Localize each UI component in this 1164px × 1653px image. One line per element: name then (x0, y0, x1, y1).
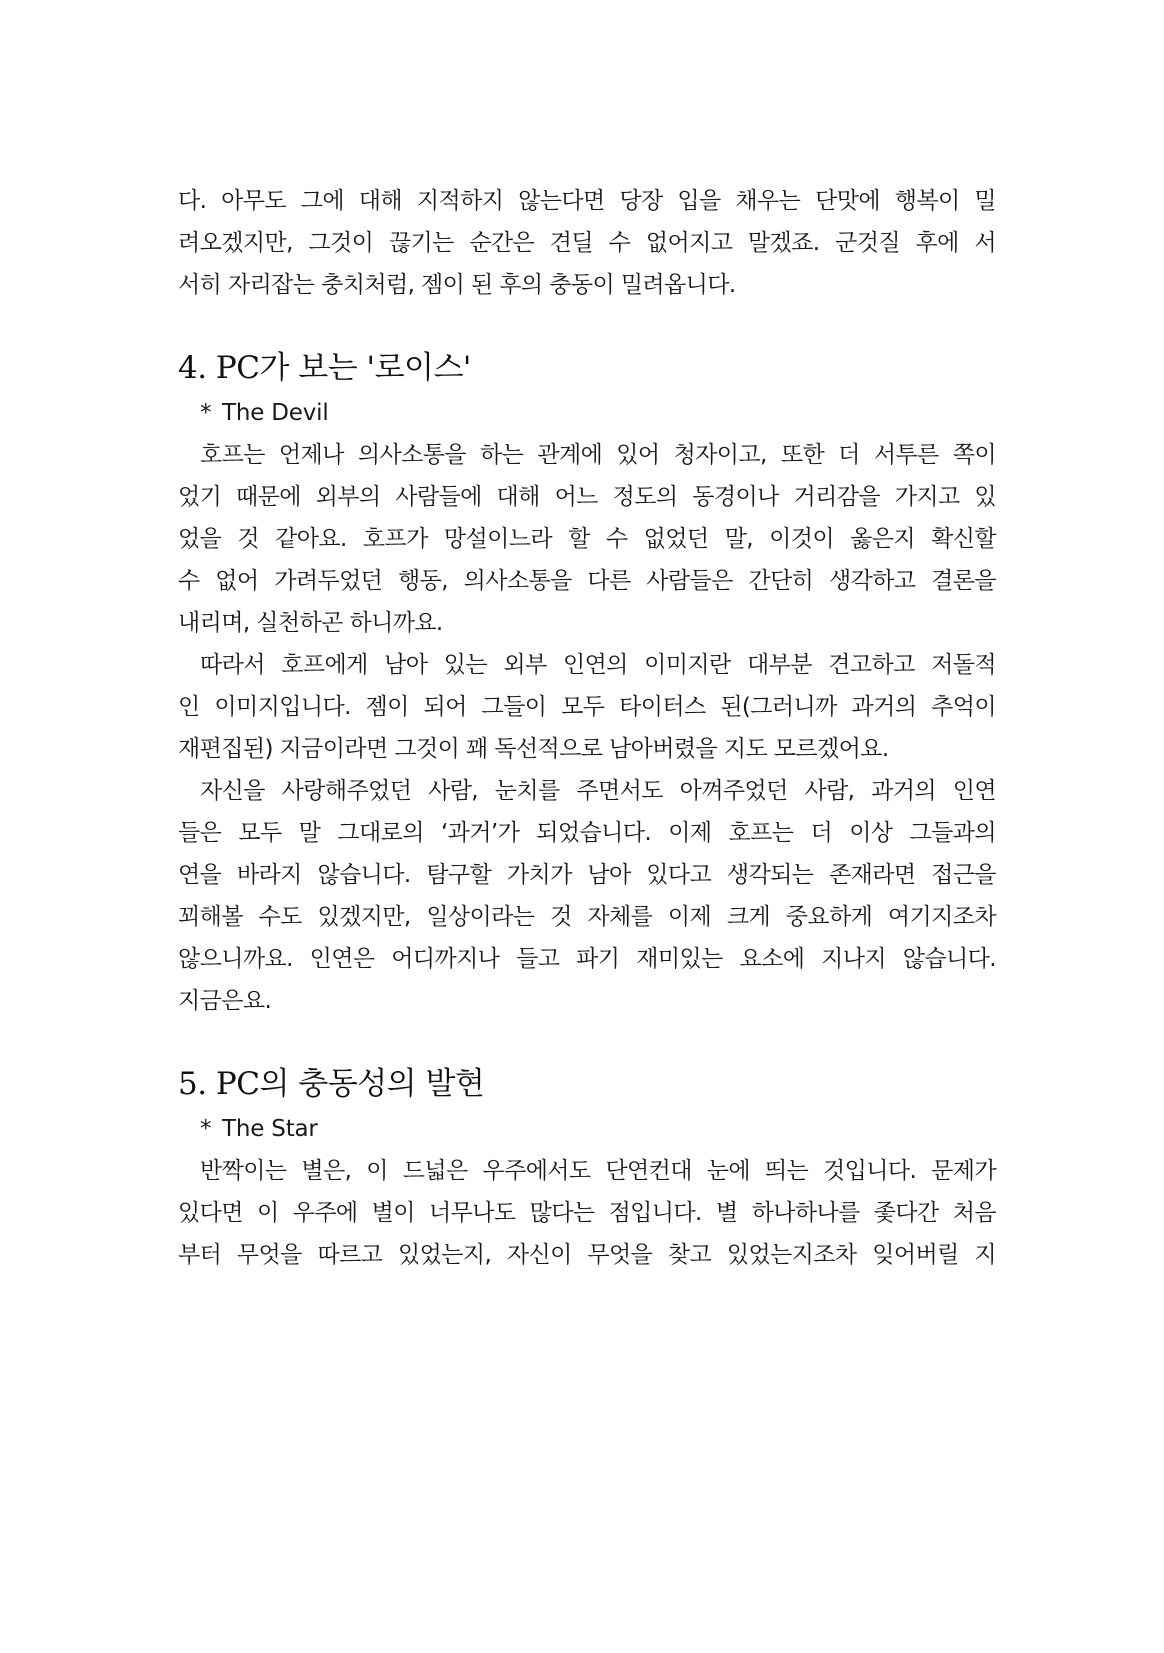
section-heading: 5. PC의 충동성의 발현 (178, 1066, 485, 1102)
paragraph (178, 644, 996, 770)
intro-paragraph (178, 180, 996, 306)
text-line: 자신을 사랑해주었던 사람, 눈치를 주면서도 아껴주었던 사람, 과거의 인연 (200, 778, 996, 804)
bullet-asterisk: * (200, 1116, 212, 1142)
tarot-card-label (178, 1108, 996, 1150)
text-line: 수 없어 가려두었던 행동, 의사소통을 다른 사람들은 간단히 생각하고 결론을 (178, 568, 996, 594)
text-line: 따라서 호프에게 남아 있는 외부 인연의 이미지란 대부분 견고하고 저돌적 (200, 652, 996, 678)
paragraph (178, 1150, 996, 1276)
card-name: The Devil (222, 400, 329, 426)
text-line: 서히 자리잡는 충치처럼, 젬이 된 후의 충동이 밀려옵니다. (178, 272, 736, 298)
text-line: 않으니까요. 인연은 어디까지나 들고 파기 재미있는 요소에 지나지 않습니다. (178, 946, 996, 972)
text-line: 내리며, 실천하곤 하니까요. (178, 610, 443, 636)
text-line: 들은 모두 말 그대로의 ‘과거’가 되었습니다. 이제 호프는 더 이상 그들과의 (178, 820, 996, 846)
section-4 (178, 344, 996, 1022)
section-heading: 4. PC가 보는 '로이스' (178, 350, 471, 386)
text-line: 인 이미지입니다. 젬이 되어 그들이 모두 타이터스 된(그러니까 과거의 추억이 (178, 694, 996, 720)
paragraph (178, 434, 996, 644)
text-line: 연을 바라지 않습니다. 탐구할 가치가 남아 있다고 생각되는 존재라면 접근을 (178, 862, 996, 888)
document-page (178, 180, 996, 1276)
tarot-card-label (178, 392, 996, 434)
paragraph (178, 770, 996, 1022)
text-line: 호프는 언제나 의사소통을 하는 관계에 있어 청자이고, 또한 더 서투른 쪽이 (200, 442, 996, 468)
text-line: 있다면 이 우주에 별이 너무나도 많다는 점입니다. 별 하나하나를 좇다간 처음 (178, 1200, 996, 1226)
text-line: 반짝이는 별은, 이 드넓은 우주에서도 단연컨대 눈에 띄는 것입니다. 문제가 (200, 1158, 996, 1184)
text-line: 지금은요. (178, 988, 272, 1014)
text-line: 재편집된) 지금이라면 그것이 꽤 독선적으로 남아버렸을 지도 모르겠어요. (178, 736, 889, 762)
card-name: The Star (222, 1116, 318, 1142)
text-line: 다. 아무도 그에 대해 지적하지 않는다면 당장 입을 채우는 단맛에 행복이 밀 (178, 188, 996, 214)
text-line: 꾀해볼 수도 있겠지만, 일상이라는 것 자체를 이제 크게 중요하게 여기지조차 (178, 904, 996, 930)
bullet-asterisk: * (200, 400, 212, 426)
text-line: 려오겠지만, 그것이 끊기는 순간은 견딜 수 없어지고 말겠죠. 군것질 후에 서 (178, 230, 996, 256)
text-line: 부터 무엇을 따르고 있었는지, 자신이 무엇을 찾고 있었는지조차 잊어버릴 지 (178, 1242, 996, 1268)
text-line: 었기 때문에 외부의 사람들에 대해 어느 정도의 동경이나 거리감을 가지고 있 (178, 484, 996, 510)
text-line: 었을 것 같아요. 호프가 망설이느라 할 수 없었던 말, 이것이 옳은지 확신할 (178, 526, 996, 552)
section-5 (178, 1060, 996, 1276)
